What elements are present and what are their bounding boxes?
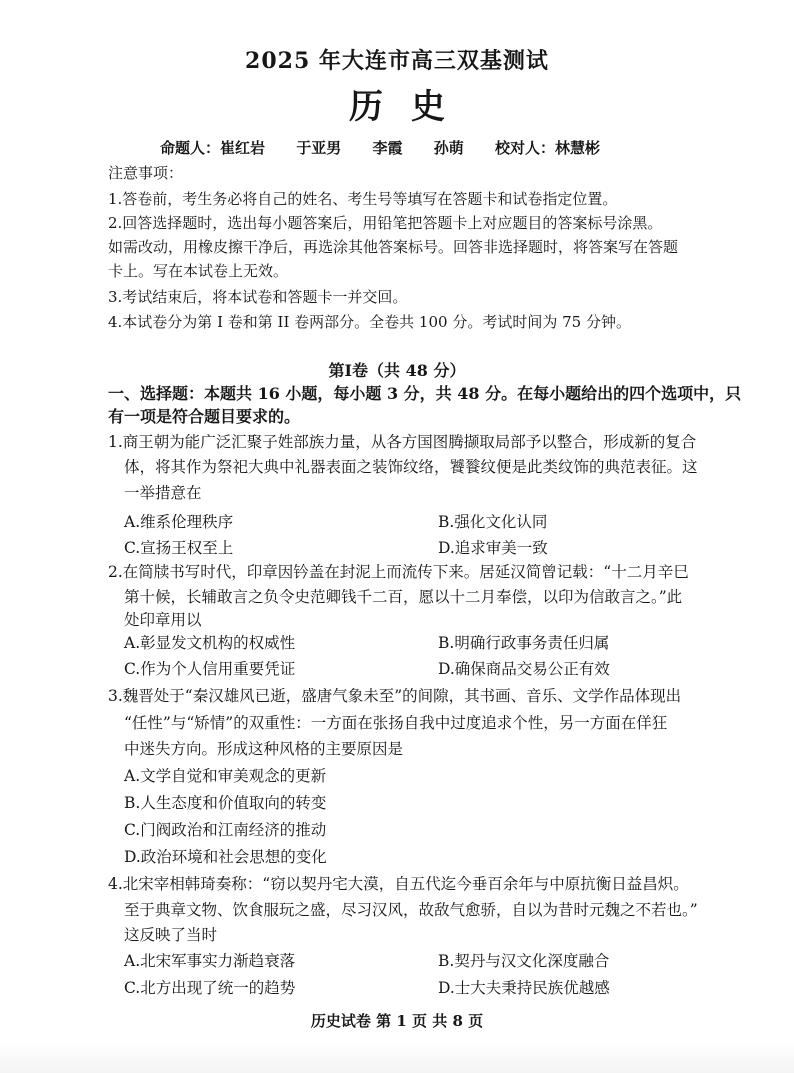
note-line: 2.回答选择题时，选出每小题答案后，用铅笔把答题卡上对应题目的答案标号涂黑。 bbox=[108, 214, 663, 232]
scan-shadow bbox=[0, 1040, 794, 1073]
question-3-option-c: C.门阀政治和江南经济的推动 bbox=[124, 821, 327, 839]
section-intro: 有一项是符合题目要求的。 bbox=[108, 407, 301, 426]
question-3-option-a: A.文学自觉和审美观念的更新 bbox=[124, 767, 327, 785]
question-2-text: 第十候，长辅敢言之负令史范卿钱千二百，愿以十二月奉偿，以印为信敢言之。”此 bbox=[124, 588, 683, 606]
question-1-text: 体，将其作为祭祀大典中礼器表面之装饰纹络，饕餮纹便是此类纹饰的典范表征。这 bbox=[124, 458, 698, 476]
notes-title: 注意事项： bbox=[108, 164, 184, 182]
note-line: 如需改动，用橡皮擦干净后，再选涂其他答案标号。回答非选择题时，将答案写在答题 bbox=[108, 238, 679, 256]
question-3-text: 中迷失方向。形成这种风格的主要原因是 bbox=[124, 740, 404, 758]
question-2-text: 处印章用以 bbox=[124, 611, 202, 629]
question-1-text: 1.商王朝为能广泛汇聚子姓部族力量，从各方国图腾撷取局部予以整合，形成新的复合 bbox=[108, 433, 697, 451]
question-3-option-d: D.政治环境和社会思想的变化 bbox=[124, 848, 327, 866]
question-4-text: 至于典章文物、饮食服玩之盛，尽习汉风，故敌气愈骄，自以为昔时元魏之不若也。” bbox=[124, 901, 698, 919]
question-4-option-a: A.北宋军事实力渐趋衰落 bbox=[124, 952, 296, 970]
subject-title: 历史 bbox=[349, 87, 473, 127]
note-line: 卡上。写在本试卷上无效。 bbox=[108, 262, 289, 280]
question-2-text: 2.在简牍书写时代，印章因钤盖在封泥上而流传下来。居延汉简曾记载：“十二月辛巳 bbox=[108, 563, 689, 581]
proofreader: 校对人：林慧彬 bbox=[495, 139, 601, 157]
question-1-option-c: C.宣扬王权至上 bbox=[124, 539, 234, 557]
question-1-text: 一举措意在 bbox=[124, 484, 202, 502]
question-4-text: 这反映了当时 bbox=[124, 926, 218, 944]
question-3-text: “任性”与“矫情”的双重性：一方面在张扬自我中过度追求个性，另一方面在佯狂 bbox=[124, 714, 668, 732]
authors-line bbox=[160, 137, 626, 159]
author-2: 于亚男 bbox=[296, 139, 342, 157]
question-3-option-b: B.人生态度和价值取向的转变 bbox=[124, 794, 327, 812]
author-1: 命题人：崔红岩 bbox=[160, 139, 266, 157]
note-line: 3.考试结束后，将本试卷和答题卡一并交回。 bbox=[108, 288, 408, 306]
question-4-option-d: D.士大夫秉持民族优越感 bbox=[438, 979, 610, 997]
question-2-option-c: C.作为个人信用重要凭证 bbox=[124, 660, 296, 678]
note-line: 4.本试卷分为第 I 卷和第 II 卷两部分。全卷共 100 分。考试时间为 75 分钟。 bbox=[108, 313, 631, 331]
exam-title: 2025 年大连市高三双基测试 bbox=[245, 48, 549, 74]
question-2-option-a: A.彰显发文机构的权威性 bbox=[124, 634, 296, 652]
question-4-text: 4.北宋宰相韩琦奏称：“窃以契丹宅大漠，自五代迄今垂百余年与中原抗衡日益昌炽。 bbox=[108, 875, 689, 893]
question-4-option-c: C.北方出现了统一的趋势 bbox=[124, 979, 296, 997]
page-footer: 历史试卷 第 1 页 共 8 页 bbox=[310, 1012, 484, 1030]
author-4: 孙萌 bbox=[433, 139, 464, 157]
question-1-option-d: D.追求审美一致 bbox=[438, 539, 548, 557]
question-2-option-b: B.明确行政事务责任归属 bbox=[438, 634, 610, 652]
note-line: 1.答卷前，考生务必将自己的姓名、考生号等填写在答题卡和试卷指定位置。 bbox=[108, 190, 618, 208]
question-1-option-a: A.维系伦理秩序 bbox=[124, 513, 234, 531]
question-4-option-b: B.契丹与汉文化深度融合 bbox=[438, 952, 610, 970]
section-intro: 一、选择题：本题共 16 小题，每小题 3 分，共 48 分。在每小题给出的四个选项中，只 bbox=[108, 384, 742, 403]
question-3-text: 3.魏晋处于“秦汉雄风已逝，盛唐气象未至”的间隙，其书画、音乐、文学作品体现出 bbox=[108, 687, 682, 705]
question-2-option-d: D.确保商品交易公正有效 bbox=[438, 660, 610, 678]
question-1-option-b: B.强化文化认同 bbox=[438, 513, 548, 531]
author-3: 李霞 bbox=[372, 139, 403, 157]
section-title: 第Ⅰ卷（共 48 分） bbox=[328, 361, 466, 380]
